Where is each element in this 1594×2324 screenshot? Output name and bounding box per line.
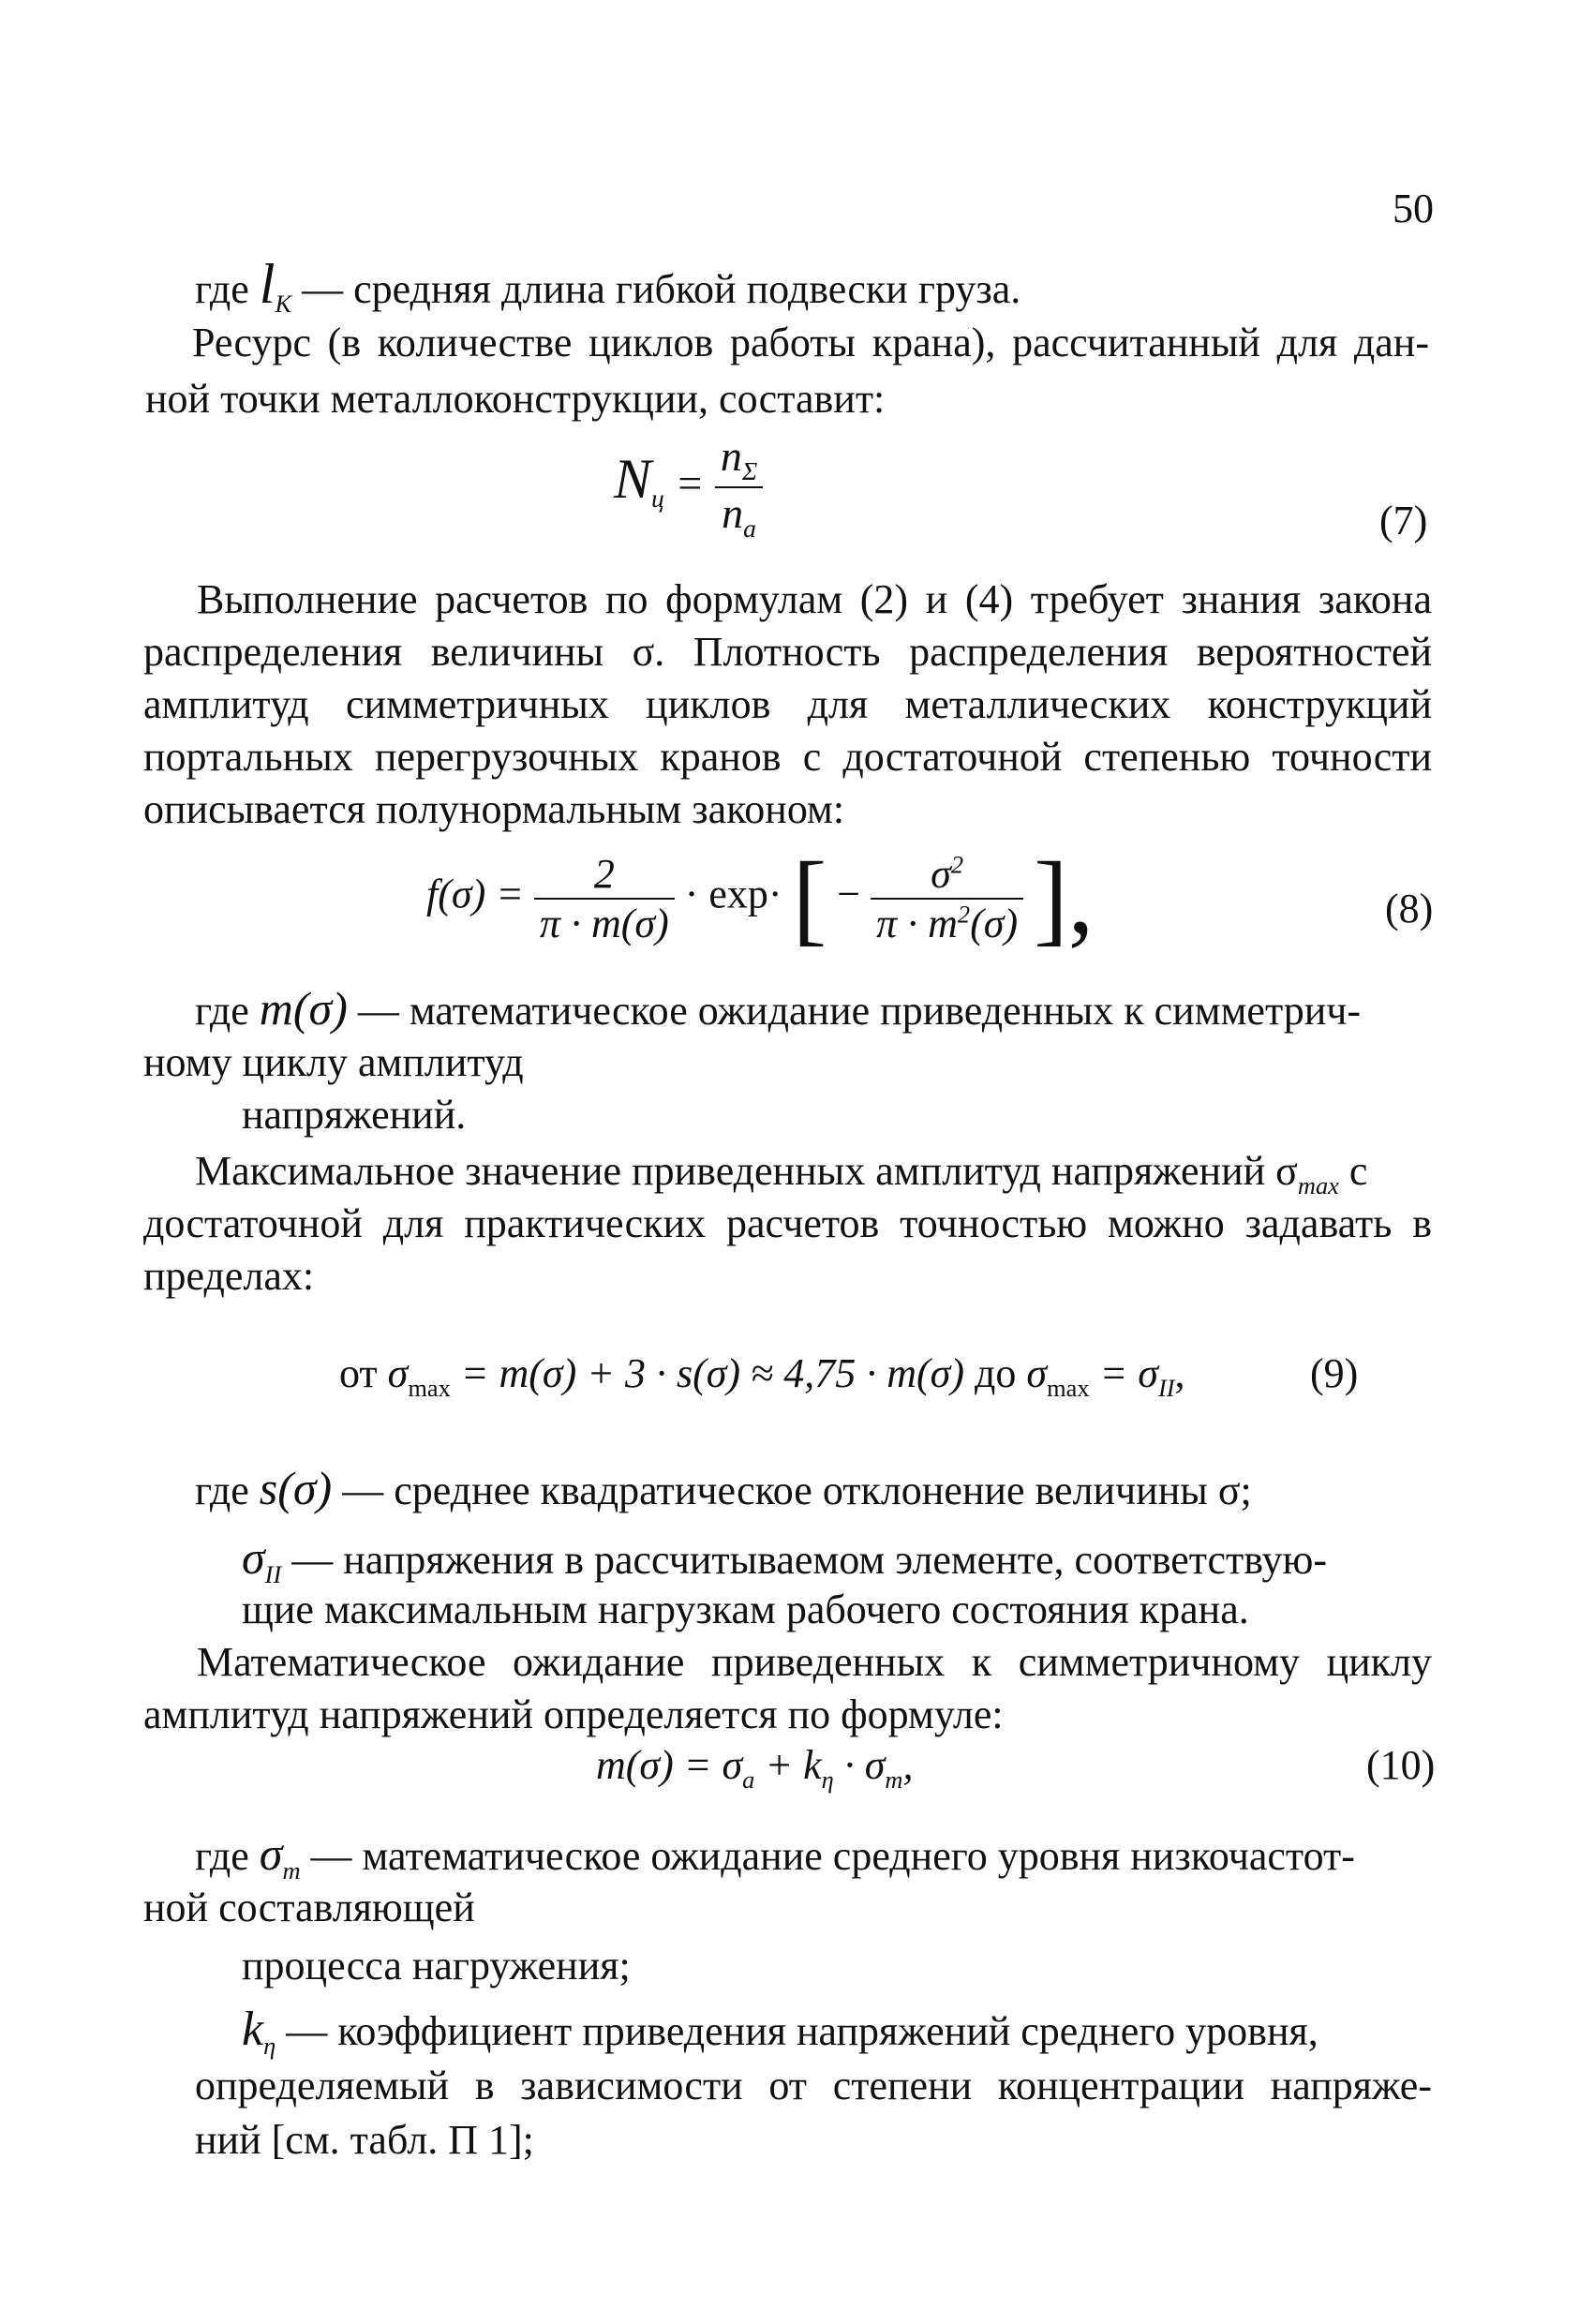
eq7-fraction — [715, 431, 763, 544]
equation-9 — [339, 1349, 1185, 1403]
symbol-sigma-m: σ — [259, 1827, 283, 1880]
definition-k-eta-text: — коэффициент приведения напряжений среднего уровня, — [286, 2008, 1318, 2054]
eq8-label: (8) — [1385, 886, 1434, 931]
eq8-lhs: f(σ) = — [426, 871, 524, 917]
eq10-label: (10) — [1366, 1742, 1436, 1788]
definition-s-sigma — [195, 1462, 1252, 1517]
definition-s-sigma-text: — среднее квадратическое отклонение величины σ; — [342, 1467, 1252, 1513]
symbol-sigma-m-sub: m — [282, 1855, 301, 1885]
definition-sigma-m-line2: ной составляющей — [143, 1885, 475, 1930]
paragraph-resource-line2: ной точки металлоконструкции, составит: — [145, 376, 886, 422]
eq8-exp: · exp· — [684, 871, 782, 917]
where-word: где — [195, 1833, 249, 1879]
definition-lk-text: — средняя длина гибкой подвески груза. — [302, 266, 1021, 312]
eq7-numerator: $n_\Sigma$ — [715, 431, 763, 488]
eq9-label: (9) — [1310, 1350, 1359, 1396]
definition-sigma-ii-line2: щие максимальным нагрузкам рабочего состояния крана. — [242, 1587, 1249, 1632]
paragraph-max-sub: max — [1297, 1170, 1339, 1199]
eq10-comma: , — [902, 1742, 914, 1788]
definition-m-sigma-text: — математическое ожидание приведенных к симметрич- — [357, 988, 1362, 1034]
eq7-lhs-sub: ц — [651, 483, 664, 513]
eq9-sigma-max2-sub: max — [1047, 1373, 1090, 1402]
eq9-sigma-max-sub: max — [408, 1373, 451, 1402]
eq8-fraction2 — [871, 850, 1023, 947]
where-word: где — [195, 266, 249, 312]
eq9-sigma-max2: σ — [1026, 1350, 1048, 1396]
symbol-s-sigma: s(σ) — [259, 1462, 333, 1514]
eq9-sigma-ii-sub: II — [1157, 1373, 1175, 1402]
eq10-m-sub: m — [885, 1765, 903, 1794]
eq7-lhs: N — [614, 447, 652, 510]
paragraph-distribution-line1: Выполнение расчетов по формулам (2) и (4) требует знания закона — [197, 576, 1432, 622]
definition-m-sigma-line3: напряжений. — [242, 1092, 467, 1138]
page-number: 50 — [1393, 186, 1434, 231]
paragraph-distribution-line4: портальных перегрузочных кранов с достаточной степенью точности — [143, 734, 1432, 780]
paragraph-distribution-line5: описывается полунормальным законом: — [143, 786, 845, 832]
eq8-den2: $\pi \cdot m^2(\sigma)$ — [876, 899, 1019, 946]
eq8-minus: − — [837, 871, 861, 917]
eq10-sigma-m: · σ — [833, 1742, 886, 1788]
symbol-l-sub: K — [275, 289, 292, 318]
eq7-label: (7) — [1379, 498, 1428, 544]
eq9-comma: , — [1174, 1350, 1185, 1396]
symbol-m-sigma: m(σ) — [259, 982, 348, 1035]
eq8-open-bracket: [ — [792, 841, 827, 955]
eq10-k-sub: η — [821, 1765, 834, 1794]
equation-7 — [614, 431, 763, 544]
definition-sigma-m-text: — математическое ожидание среднего уровня низкочастот- — [310, 1833, 1355, 1879]
symbol-k: k — [242, 2003, 264, 2056]
paragraph-expectation-line1: Математическое ожидание приведенных к симметричному циклу — [197, 1639, 1432, 1685]
symbol-l: l — [259, 253, 276, 315]
definition-k-eta-line2: определяемый в зависимости от степени концентрации напряже- — [195, 2063, 1432, 2108]
paragraph-resource-line1: Ресурс (в количестве циклов работы крана), рассчитанный для дан- — [192, 320, 1429, 365]
eq10-plus-k: + k — [754, 1742, 822, 1788]
eq7-denominator: $n_a$ — [722, 489, 756, 544]
paragraph-distribution-line3: амплитуд симметричных циклов для металлических конструкций — [143, 681, 1432, 727]
definition-m-sigma-line2: ному циклу амплитуд — [143, 1039, 524, 1085]
eq8-close-bracket: ], — [1034, 841, 1095, 955]
where-word: где — [195, 1467, 249, 1513]
paragraph-distribution-line2: распределения величины σ. Плотность распределения вероятностей — [143, 629, 1432, 675]
eq9-sigma-max: σ — [387, 1350, 409, 1396]
eq9-expression: = m(σ) + 3 · s(σ) ≈ 4,75 · m(σ) — [450, 1350, 976, 1396]
eq8-num2: $\sigma^2$ — [871, 850, 1023, 900]
eq10-lhs: m(σ) = σ — [596, 1742, 743, 1788]
eq8-den1: π · m(σ) — [539, 900, 669, 946]
where-word: где — [195, 988, 249, 1034]
paragraph-max-end: с — [1338, 1148, 1368, 1194]
definition-m-sigma — [195, 982, 1432, 1037]
eq10-a-sub: a — [742, 1765, 755, 1794]
definition-k-eta-line3: ний [см. табл. П 1]; — [195, 2117, 534, 2163]
symbol-sigma-ii-sub: II — [264, 1559, 282, 1588]
equation-10 — [596, 1741, 913, 1795]
eq8-fraction1 — [534, 850, 675, 947]
eq8-num1: 2 — [534, 850, 675, 900]
symbol-sigma: σ — [242, 1531, 265, 1584]
equation-8 — [426, 839, 1094, 958]
definition-sigma-ii-text: — напряжения в рассчитываемом элементе, соответствую- — [291, 1537, 1328, 1583]
eq9-sigma-ii: = σ — [1089, 1350, 1158, 1396]
eq7-equals: = — [675, 458, 705, 507]
paragraph-max-line2: достаточной для практических расчетов точностью можно задавать в — [143, 1200, 1432, 1246]
eq9-to: до — [975, 1350, 1017, 1396]
eq9-from: от — [339, 1350, 378, 1396]
paragraph-expectation-line2: амплитуд напряжений определяется по формуле: — [143, 1691, 1004, 1737]
definition-sigma-m-line3: процесса нагружения; — [242, 1943, 631, 1989]
symbol-k-sub: η — [263, 2031, 276, 2060]
paragraph-max-line1-text: Максимальное значение приведенных амплитуд напряжений σ — [195, 1148, 1298, 1194]
paragraph-max-line3: пределах: — [143, 1253, 315, 1299]
